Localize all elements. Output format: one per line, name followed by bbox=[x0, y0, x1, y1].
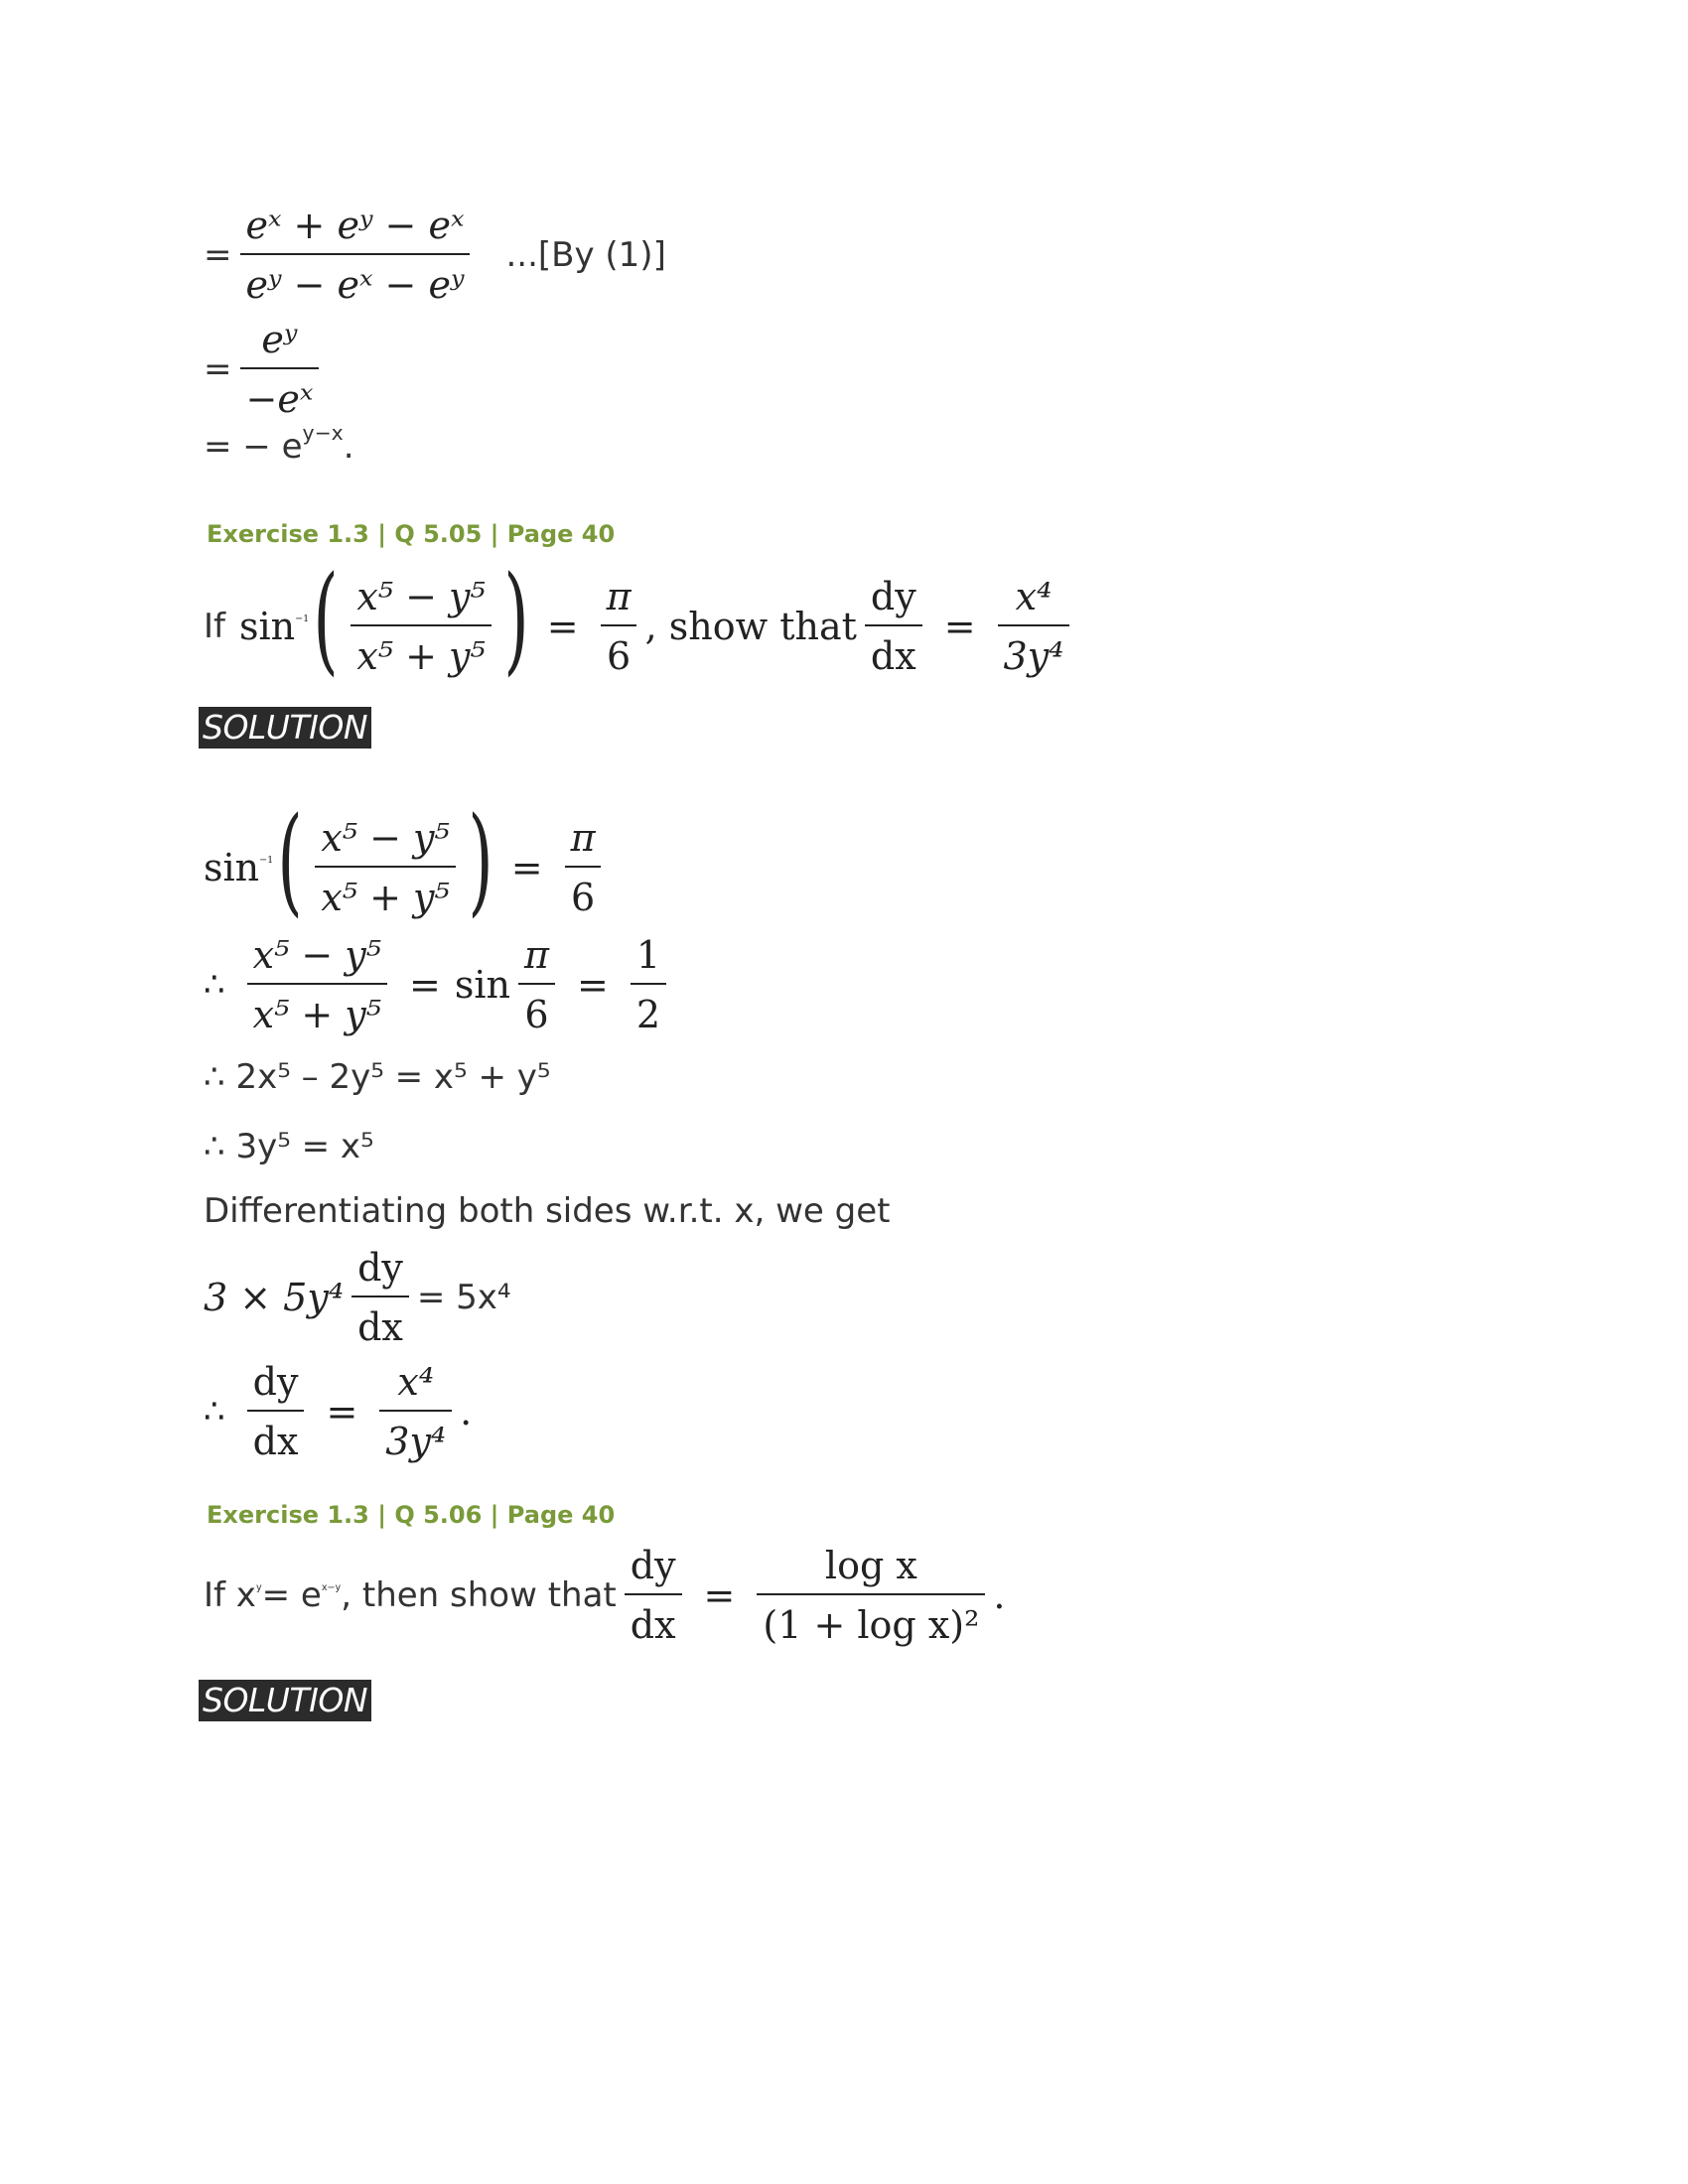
fraction bbox=[240, 318, 320, 421]
reference-note: ...[By (1)] bbox=[505, 235, 666, 275]
numerator: x⁵ − y⁵ bbox=[252, 933, 382, 977]
denominator: 3y⁴ bbox=[998, 624, 1070, 678]
equals-sign: = bbox=[546, 605, 579, 648]
equals-sign: = bbox=[204, 235, 232, 275]
fraction bbox=[247, 933, 387, 1036]
denominator: 2 bbox=[631, 983, 666, 1036]
equals-sign: = bbox=[576, 963, 609, 1007]
denominator: x⁵ + y⁵ bbox=[315, 866, 455, 919]
solution-line-6 bbox=[204, 1246, 511, 1349]
solution-line-3: ∴ 2x⁵ – 2y⁵ = x⁵ + y⁵ bbox=[204, 1057, 551, 1097]
numerator: π bbox=[524, 933, 549, 977]
then-show-that-text: , then show that bbox=[341, 1575, 617, 1615]
show-that-text: , show that bbox=[644, 605, 857, 648]
period: . bbox=[343, 427, 354, 467]
if-text: If x bbox=[204, 1575, 256, 1615]
rhs-fraction bbox=[565, 816, 602, 919]
derivative-fraction bbox=[865, 575, 922, 678]
exercise-heading: Exercise 1.3 | Q 5.05 | Page 40 bbox=[207, 520, 616, 548]
denominator: x⁵ + y⁵ bbox=[351, 624, 491, 678]
denominator: 6 bbox=[565, 866, 601, 919]
solution-line-4: ∴ 3y⁵ = x⁵ bbox=[204, 1127, 374, 1166]
solution-label[interactable]: SOLUTION bbox=[199, 707, 371, 749]
numerator: π bbox=[606, 575, 632, 618]
expression-text: = − e bbox=[204, 427, 303, 467]
equals-sign: = bbox=[204, 349, 232, 389]
continuation-line-3: = − e y−x . bbox=[204, 420, 354, 467]
sin-function: sin bbox=[454, 963, 510, 1007]
numerator: dy bbox=[357, 1246, 403, 1290]
rhs-expression: = 5x⁴ bbox=[416, 1278, 511, 1317]
denominator: dx bbox=[865, 624, 922, 678]
numerator: 1 bbox=[635, 933, 661, 977]
solution-line-7 bbox=[204, 1360, 472, 1463]
numerator: x⁵ − y⁵ bbox=[321, 816, 450, 860]
right-paren: ) bbox=[468, 791, 493, 928]
rhs-fraction bbox=[601, 575, 637, 678]
therefore-symbol: ∴ bbox=[204, 1392, 225, 1432]
solution-line-5: Differentiating both sides w.r.t. x, we get bbox=[204, 1191, 891, 1231]
numerator: x⁴ bbox=[397, 1360, 435, 1404]
inner-fraction bbox=[315, 816, 455, 919]
numerator: dy bbox=[252, 1360, 299, 1404]
exercise-heading: Exercise 1.3 | Q 5.06 | Page 40 bbox=[207, 1501, 616, 1529]
equals-sign: = bbox=[409, 963, 441, 1007]
sin-function: sin bbox=[239, 605, 296, 648]
denominator: dx bbox=[625, 1593, 682, 1647]
period: . bbox=[460, 1390, 473, 1433]
equals-sign: = bbox=[510, 846, 543, 889]
numerator: log x bbox=[824, 1544, 917, 1587]
question-statement: If sin −1 ( $\frac{\text{x⁵ − y⁵}}{\text{x⁵ + y⁵}}$ ) = $\frac{\pi}{6}$ , show that $\frac{dy}{dx}$ = $\frac{\text{x⁴}}{\text{3y⁴}}$ bbox=[204, 568, 1077, 685]
derivative-fraction bbox=[625, 1544, 682, 1647]
equals-sign: = bbox=[703, 1573, 736, 1617]
inner-fraction bbox=[351, 575, 491, 678]
denominator: (1 + log x)² bbox=[757, 1593, 985, 1647]
denominator: eʸ − eˣ − eʸ bbox=[240, 253, 471, 307]
equals-e: = e bbox=[261, 1575, 322, 1615]
result-fraction bbox=[757, 1544, 985, 1647]
half-fraction bbox=[631, 933, 666, 1036]
continuation-line-1 bbox=[204, 204, 666, 307]
denominator: 6 bbox=[518, 983, 554, 1036]
denominator: dx bbox=[352, 1296, 409, 1349]
denominator: x⁵ + y⁵ bbox=[247, 983, 387, 1036]
period: . bbox=[993, 1573, 1006, 1617]
result-fraction bbox=[379, 1360, 452, 1463]
derivative-fraction bbox=[352, 1246, 409, 1349]
denominator: −eˣ bbox=[240, 367, 320, 421]
left-paren: ( bbox=[313, 550, 339, 687]
sin-function: sin bbox=[204, 846, 260, 889]
equals-sign: = bbox=[326, 1390, 358, 1433]
therefore-symbol: ∴ bbox=[204, 965, 225, 1005]
right-paren: ) bbox=[503, 550, 529, 687]
derivative-fraction bbox=[247, 1360, 305, 1463]
lhs-expression: 3 × 5y⁴ bbox=[204, 1276, 345, 1319]
if-word: If bbox=[204, 607, 225, 646]
numerator: eˣ + eʸ − eˣ bbox=[245, 204, 465, 247]
solution-label[interactable]: SOLUTION bbox=[199, 1680, 371, 1721]
numerator: x⁴ bbox=[1015, 575, 1053, 618]
numerator: x⁵ − y⁵ bbox=[356, 575, 486, 618]
equals-sign: = bbox=[943, 605, 976, 648]
fraction bbox=[240, 204, 471, 307]
continuation-line-2 bbox=[204, 318, 327, 421]
numerator: dy bbox=[630, 1544, 676, 1587]
angle-fraction bbox=[518, 933, 555, 1036]
question-statement: If x y = e x−y , then show that $\frac{dy}{dx}$ = $\frac{\text{log x}}{\text{(1 + log x)²}}$ . bbox=[204, 1544, 1006, 1647]
denominator: 6 bbox=[601, 624, 636, 678]
numerator: eʸ bbox=[261, 318, 298, 361]
result-fraction bbox=[998, 575, 1070, 678]
numerator: π bbox=[570, 816, 596, 860]
solution-line-1: sin −1 ( $\frac{\text{x⁵ − y⁵}}{\text{x⁵ + y⁵}}$ ) = $\frac{\pi}{6}$ bbox=[204, 809, 610, 926]
denominator: 3y⁴ bbox=[379, 1410, 452, 1463]
denominator: dx bbox=[247, 1410, 305, 1463]
solution-line-2 bbox=[204, 933, 674, 1036]
left-paren: ( bbox=[277, 791, 303, 928]
numerator: dy bbox=[870, 575, 916, 618]
